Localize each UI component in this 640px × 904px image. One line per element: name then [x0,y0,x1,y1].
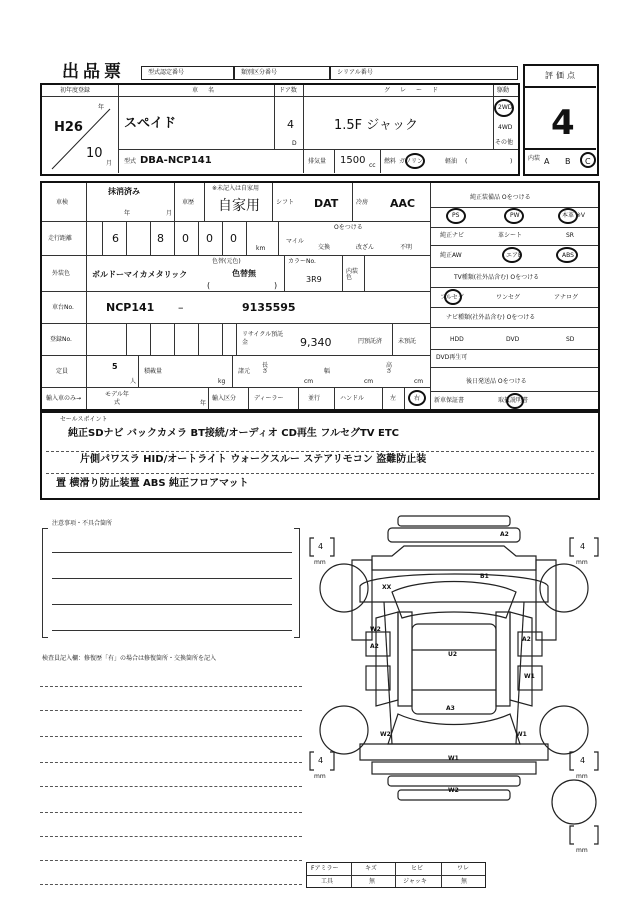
navi-sd: SD [566,336,575,343]
tv-fullseg: フルセグ [440,294,464,301]
footer-header-2: キズ [365,865,377,872]
change-label: Oをつける [334,224,363,231]
footer-table [306,862,486,888]
model-label: 型式 [124,158,137,165]
damage-mark-left-quarter: W2 [380,731,391,738]
seats-value: 5 [112,362,118,371]
category-label: 類別区分番号 [241,69,278,76]
fuel-label: 燃料 [384,158,397,165]
seats-unit: 人 [130,378,137,385]
color-no-value: 3R9 [306,275,322,284]
tv-analog: アナログ [554,294,579,301]
sales-line-1: 純正SDナビ バックカメラ BT接続/オーディオ CD再生 フルセグTV ETC [68,428,399,439]
damage-mark-left-front-door-a: A2 [370,643,379,650]
tread-front-left: 4 [318,542,324,551]
equip-pw: PW [510,212,520,219]
dims-label: 諸元 [238,368,251,375]
damage-mark-right-quarter: W1 [516,731,527,738]
shift-label: シフト [276,199,295,206]
shift-value: DAT [314,197,339,210]
mileage-digit-4: 0 [206,232,213,245]
recycle-unpaid: 未預託 [398,338,417,345]
import-dealer: ディーラー [254,395,284,402]
equip-airbag: エアB [506,252,523,259]
mileage-label: 走行距離 [48,235,73,242]
doors-value: 4 [287,118,294,131]
mileage-digit-3: 0 [182,232,189,245]
serial-label: シリアル番号 [337,69,373,76]
recycle-value: 9,340 [300,336,332,349]
vin-model: NCP141 [106,301,155,314]
fuel-diesel: 軽油 [445,158,458,165]
vin-label: 車台No. [52,304,74,311]
footer-value-3: ジャッキ [403,878,427,885]
car-type-value: 自家用 [218,198,260,214]
tread-rl-mm: mm [314,773,326,780]
change-unknown: 不明 [400,244,413,251]
handle-left: 左 [390,395,397,402]
sales-title: セールスポイント [60,416,108,423]
details-block: 車検 抹消済み 年 月 車歴 ※未記入は自家用 自家用 シフト DAT 冷房 AAC 走行距離 6 8 0 0 0 km マイル Oをつける 交換 改ざん 不明 外装色 ボルドーマイカメタリック 色替(元色) 色替無 ( ) カラーNo. 3R9 内装色 車台No. NCP141 – 9135595 登録No. リサイクル預託金 9,340 円預託済 未預託 定員 5 人 積載量 kg 諸元 長さ cm 幅 cm 高さ cm 輸入車のみ→ モデル年式 年 輸入区分 ディーラー 並行 ハンドル 左 右 純正装備品 Oをつける PS PW 本革 ※V 純正ナビ 革シート SR 純正AW エアB ABS TV種類(社外品含む) Oをつける フルセグ ワンセグ アナログ ナビ種類(社外品含む) Oをつける HDD DVD SD DVD再生可 後日発送品 Oをつける 新車保証書 取扱説明書 [40,181,600,411]
model-year-label: モデル年式 [105,391,129,406]
damage-mark-hood: B1 [480,573,489,580]
damage-mark-left-fender: XX [382,584,392,591]
vin-dash: – [178,301,184,314]
tv-title: TV種類(社外品含む) Oをつける [454,274,540,281]
import-parallel: 並行 [308,395,321,402]
model-cert-label: 型式認定番号 [148,69,185,76]
equip-abs: ABS [562,252,574,259]
fuel-gasoline: ガソリン [399,158,424,165]
height-cm: cm [414,378,424,385]
mileage-digit-1: 6 [112,232,119,245]
seats-label: 定員 [56,368,69,375]
doors-label: ドア数 [279,87,297,94]
damage-mark-rear-panel: W1 [448,755,459,762]
ac-value: AAC [390,197,416,210]
tv-oneseg: ワンセグ [496,294,521,301]
page-title: 出品票 [62,62,125,82]
drive-label: 駆動 [497,87,510,94]
navi-title: ナビ種類(社外品含む) Oをつける [446,314,536,321]
length-label: 長さ [262,362,269,375]
tread-rr-mm: mm [576,773,588,780]
interior-b: B [565,157,571,166]
year-suffix: 年 [98,104,105,111]
vehicle-info-block: 初年度登録 年 H26 10 月 車名 スペイド ドア数 4 D グレード 1.5F ジャック 駆動 2WD 4WD その他 型式 DBA-NCP141 排気量 1500 cc 燃料 ガソリン 軽油 ( ) [40,83,520,176]
drive-other: その他 [495,139,514,146]
car-name-label: 車名 [192,87,225,94]
after-manual: 取扱説明書 [498,397,529,404]
ac-label: 冷房 [356,199,369,206]
inspection-month: 月 [166,210,173,217]
equip-leather: 本革 ※V [562,212,586,219]
vin-number: 9135595 [242,301,296,314]
drive-4wd: 4WD [498,124,513,131]
navi-hdd: HDD [450,336,464,343]
footer-header-1: Fアミラー [311,865,339,872]
color-change-label: 色替(元色) [212,258,241,265]
cc-label: 排気量 [308,158,327,165]
equip-leather-seat: 革シート [498,232,523,239]
tread-rear-right: 4 [580,756,586,765]
mileage-km: km [256,245,266,252]
first-reg-year: H26 [54,120,83,135]
color-change-value: 色替無 [232,269,256,278]
interior-color-label: 内装色 [346,268,359,281]
tread-fl-mm: mm [314,559,326,566]
import-type-label: 輸入区分 [212,395,237,402]
import-label: 輸入車のみ→ [46,395,82,402]
damage-mark-right-front-door: A2 [522,636,531,643]
score-value: 4 [551,103,575,143]
footer-value-1: 工具 [321,878,334,885]
damage-mark-rear-bumper: W2 [448,787,459,794]
tread-spare-mm: mm [576,847,588,854]
height-label: 高さ [386,362,393,375]
inspection-year: 年 [124,210,131,217]
first-reg-month: 10 [86,146,103,161]
equip-sr: SR [566,232,574,239]
drive-2wd: 2WD [498,104,513,111]
damage-mark-front-bumper: A2 [500,531,509,538]
handle-right: 右 [414,395,421,402]
model-value: DBA-NCP141 [140,155,212,166]
grade-label: グレード [384,87,449,94]
first-reg-label: 初年度登録 [60,87,91,94]
navi-dvd: DVD [506,336,520,343]
color-value: ボルドーマイカメタリック [92,270,188,279]
inspection-value: 抹消済み [108,187,140,196]
after-title: 後日発送品 Oをつける [466,378,527,385]
doors-d: D [292,140,297,147]
model-year-nen: 年 [200,400,207,407]
footer-header-3: ヒビ [411,865,424,872]
interior-c: C [585,157,591,166]
cc-value: 1500 [340,155,366,166]
color-label: 外装色 [52,270,71,277]
load-label: 積載量 [144,368,163,375]
month-suffix: 月 [106,160,113,167]
tread-front-right: 4 [580,542,586,551]
width-cm: cm [364,378,374,385]
recycle-label: リサイクル預託金 [242,331,284,346]
load-kg: kg [218,378,226,385]
interior-label: 内装 [528,155,541,162]
change-tamper: 改ざん [356,244,375,251]
car-type-label: 車歴 [182,199,195,206]
damage-mark-left-front-door-w: W2 [370,626,381,633]
interior-a: A [544,157,550,166]
inspector-label: 検査員記入欄：修復歴「有」の場合は修復箇所・交換箇所を記入 [42,655,217,662]
tread-fr-mm: mm [576,559,588,566]
recycle-paid: 円預託済 [358,338,383,345]
equip-aw: 純正AW [440,252,462,259]
car-name: スペイド [124,116,177,131]
length-cm: cm [304,378,314,385]
change-exchange: 交換 [318,244,331,251]
tread-rear-left: 4 [318,756,324,765]
after-warranty: 新車保証書 [434,397,465,404]
footer-value-4: 無 [461,878,468,885]
grade-value: 1.5F ジャック [334,118,419,133]
inspection-label: 車検 [56,199,69,206]
equip-navi: 純正ナビ [440,232,465,239]
equipment-title: 純正装備品 Oをつける [470,194,531,201]
sales-line-2: 片側パワスラ HID/オートライト ウォークスルー ステアリモコン 盗難防止装 [80,454,427,465]
cc-unit: cc [369,162,376,169]
mileage-digit-5: 0 [230,232,237,245]
mile-label: マイル [286,238,304,245]
dvd-playable-label: DVD再生可 [436,354,468,361]
footer-value-2: 無 [369,878,376,885]
damage-mark-right-rear-door: W1 [524,673,535,680]
color-no-label: カラーNo. [288,258,316,265]
damage-mark-roof: U2 [448,651,458,658]
mileage-digit-2: 8 [157,232,164,245]
sales-line-3: 置 横滑り防止装置 ABS 純正フロアマット [56,478,249,489]
car-type-note: ※未記入は自家用 [212,185,260,192]
caution-label: 注意事項・不具合箇所 [52,520,113,527]
equip-ps: PS [452,212,460,219]
width-label: 幅 [324,368,331,375]
reg-label: 登録No. [50,336,72,343]
damage-mark-trunk: A3 [446,705,455,712]
handle-label: ハンドル [340,395,365,402]
score-label: 評価点 [545,71,578,80]
footer-header-4: ワレ [457,865,470,872]
